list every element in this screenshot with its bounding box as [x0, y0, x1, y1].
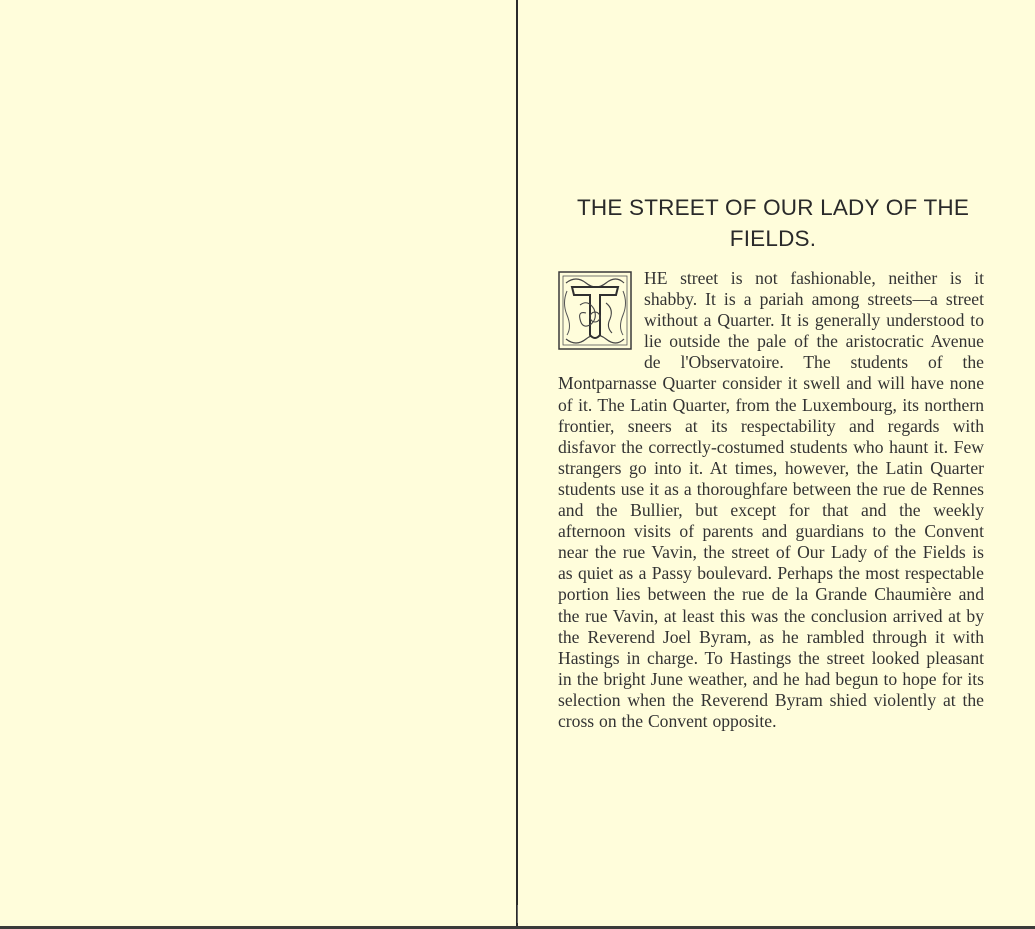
- right-page: [518, 0, 1035, 926]
- left-page: [0, 0, 516, 926]
- chapter-title: THE STREET OF OUR LADY OF THE FIELDS.: [576, 195, 970, 251]
- chapter-body-text: [558, 268, 984, 732]
- spine-mark: [517, 905, 518, 923]
- body-text-content: HE street is not fashionable, neither is it shabby. It is a pariah among streets—a street without a Quarter. It is generally understood to lie outside the pale of the aristocratic Avenue de l'Observatoire. The students of the Montparnasse Quarter consider it swell and will have none of it. The Latin Quarter, from the Luxembourg, its northern frontier, sneers at its respectability and regards with disfavor the correctly-costumed students who haunt it. Few strangers go into it. At times, however, the Latin Quarter students use it as a thoroughfare between the rue de Rennes and the Bullier, but except for that and the weekly afternoon visits of parents and guardians to the Convent near the rue Vavin, the street of Our Lady of the Fields is as quiet as a Passy boulevard. Perhaps the most respectable portion lies between the rue de la Grande Chaumière and the rue Vavin, at least this was the conclusion arrived at by the Reverend Joel Byram, as he rambled through it with Hastings in charge. To Hastings the street looked pleasant in the bright June weather, and he had begun to hope for its selection when the Reverend Byram shied violently at the cross on the Convent opposite.: [558, 268, 984, 731]
- decorated-drop-cap-initial: [558, 271, 632, 350]
